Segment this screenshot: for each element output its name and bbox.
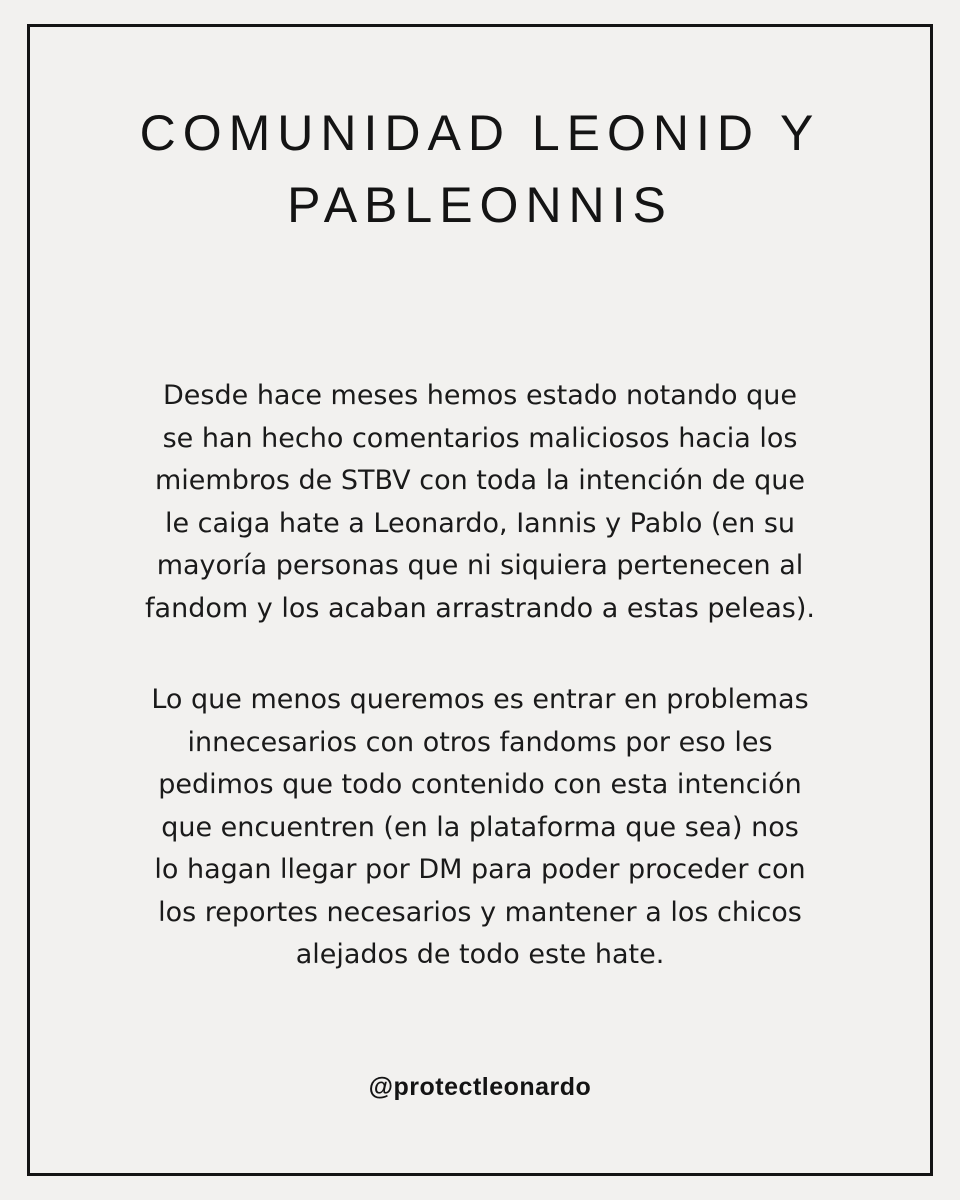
paragraph-line: los reportes necesarios y mantener a los chicos (158, 896, 802, 928)
account-handle: @protectleonardo (368, 1073, 592, 1101)
post-frame (27, 24, 933, 1176)
paragraph-line: innecesarios con otros fandoms por eso les (187, 726, 773, 758)
paragraph-line: Lo que menos queremos es entrar en problemas (151, 684, 809, 715)
paragraph-line: fandom y los acaban arrastrando a estas peleas). (145, 592, 815, 624)
paragraph-line: alejados de todo este hate. (295, 939, 665, 970)
paragraph-line: Desde hace meses hemos estado notando que (163, 380, 797, 411)
paragraph-line: mayoría personas que ni siquiera pertenecen al (156, 550, 804, 581)
paragraph-line: lo hagan llegar por DM para poder proceder con (154, 854, 806, 885)
title-line-1: COMUNIDAD LEONID Y (139, 105, 821, 161)
paragraph-request (90, 679, 870, 977)
paragraph-line: miembros de STBV con toda la intención de que (155, 465, 805, 496)
paragraph-line: que encuentren (en la plataforma que sea) nos (161, 811, 799, 843)
paragraph-line: pedimos que todo contenido con esta intención (158, 769, 802, 800)
post-title (30, 97, 930, 241)
paragraph-intro (90, 375, 870, 630)
paragraph-line: se han hecho comentarios maliciosos hacia los (162, 422, 798, 454)
title-line-2: PABLEONNIS (287, 177, 673, 233)
paragraph-line: le caiga hate a Leonardo, Iannis y Pablo (en su (164, 507, 796, 539)
